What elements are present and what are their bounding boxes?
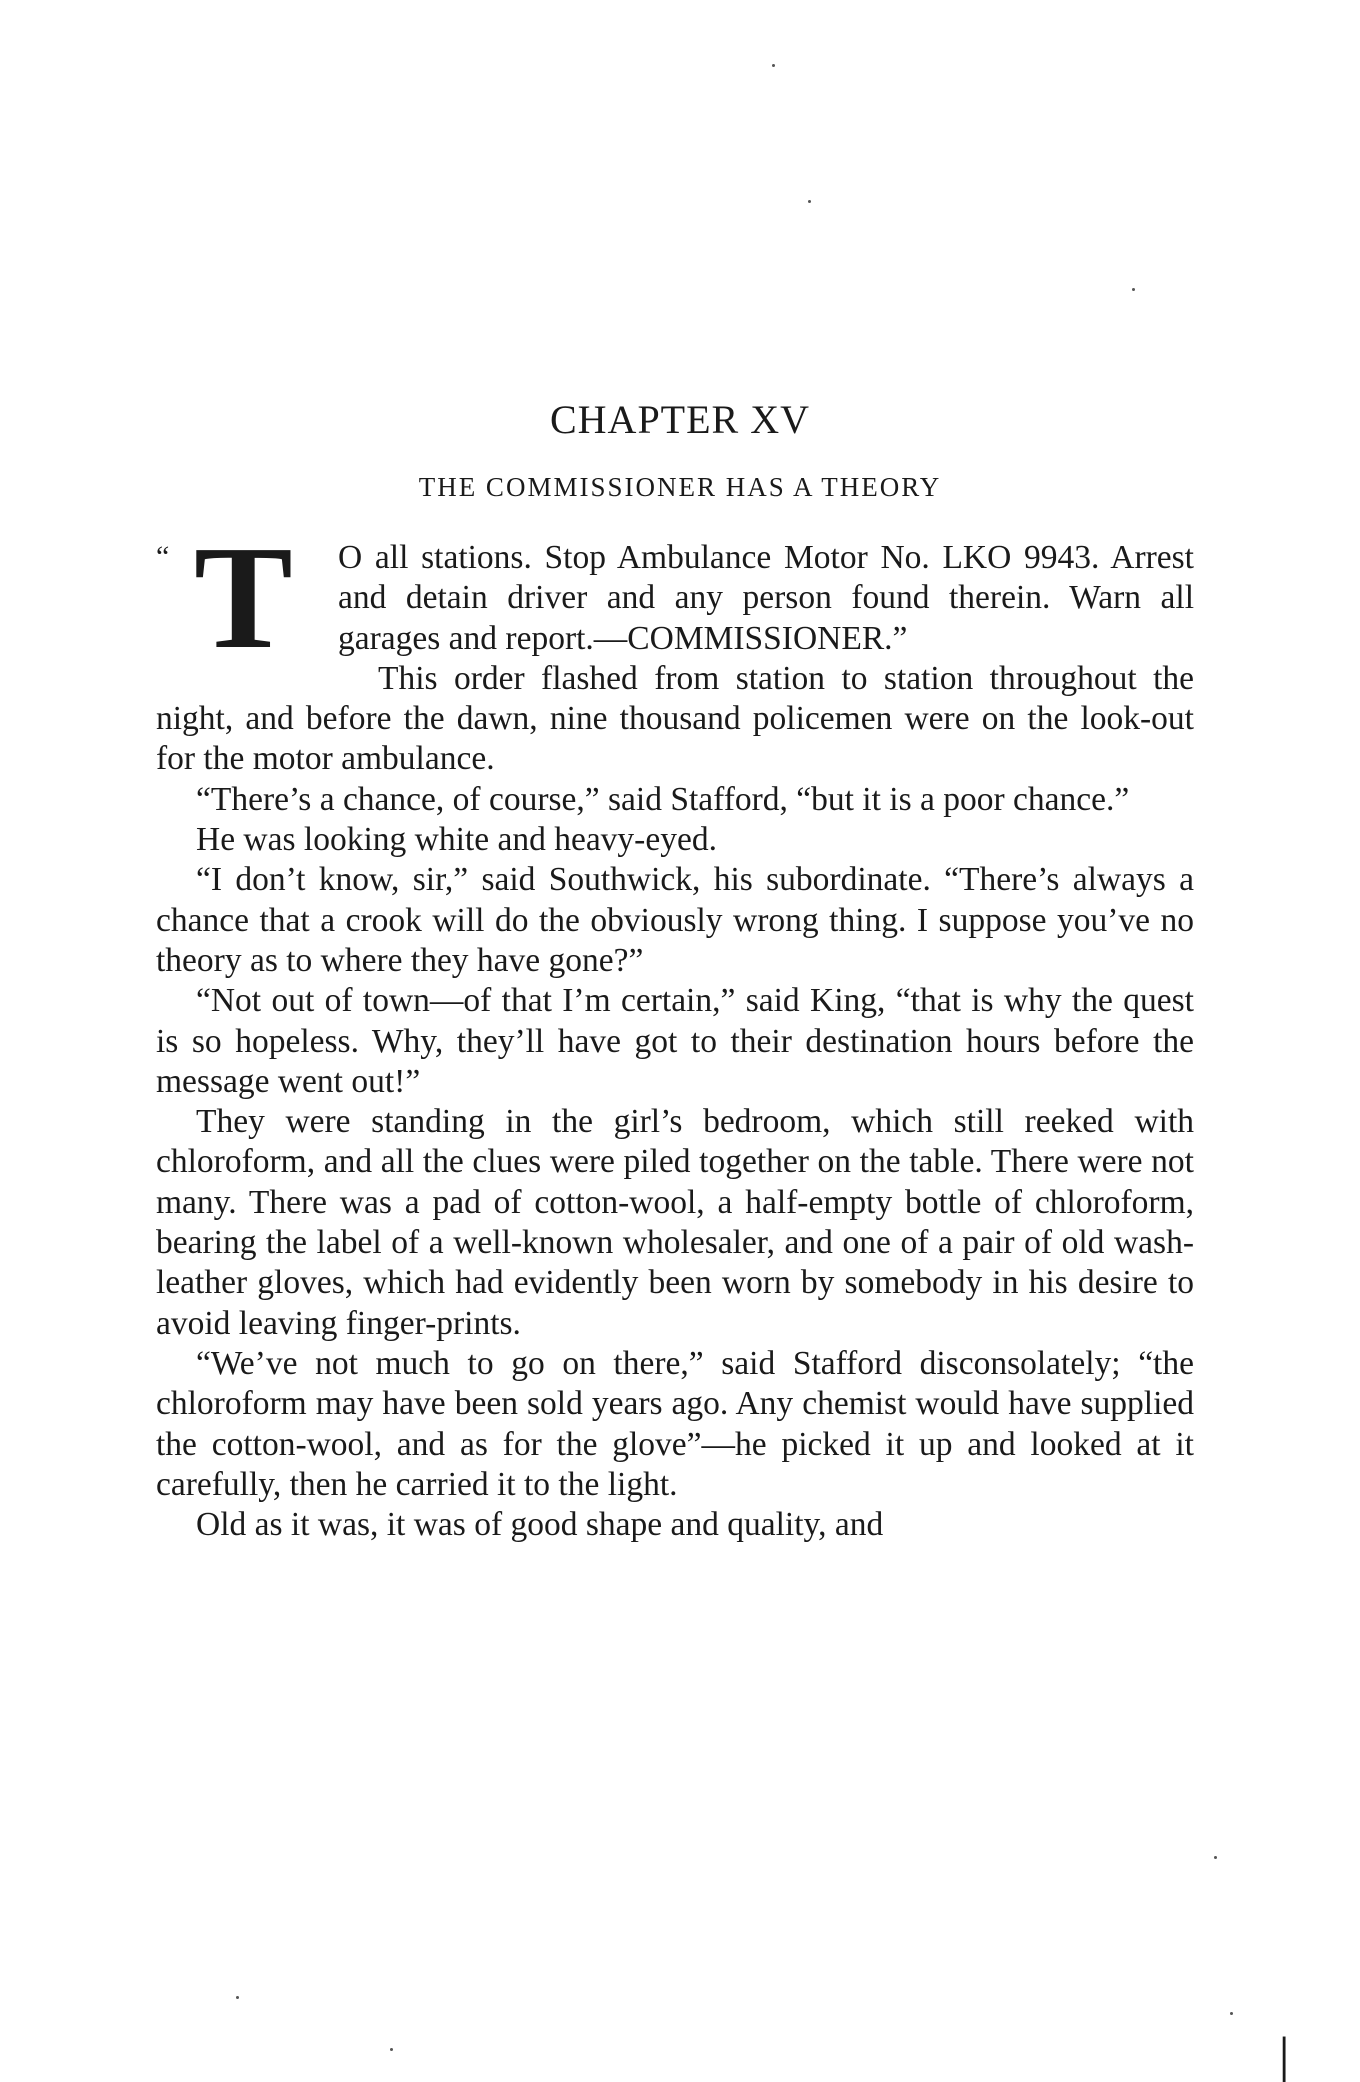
paragraph: Old as it was, it was of good shape and quality, and	[196, 1506, 884, 1544]
paper-speck	[1230, 2012, 1233, 2015]
drop-cap-letter: T	[194, 516, 293, 680]
paragraph: This order flashed from station to station throughout the night, and before the dawn, nine thousand policemen were on the look-out for the motor ambulance.	[156, 659, 1194, 778]
paragraph: “I don’t know, sir,” said Southwick, his subordinate. “There’s always a chance that a crook will do the obviously wrong thing. I suppose you’ve no theory as to where they have gone?”	[156, 861, 1194, 979]
chapter-subtitle: THE COMMISSIONER HAS A THEORY	[418, 472, 942, 502]
paragraph: “We’ve not much to go on there,” said Stafford disconsolately; “the chloroform may have been sold years ago. Any chemist would have supplied the cotton-wool, and as for the glove”—he picked it up and looked at it carefully, then he carried it to the light.	[156, 1344, 1194, 1503]
paper-speck	[772, 64, 775, 67]
opening-quote-mark: “	[156, 540, 170, 573]
body-text	[156, 516, 1194, 1545]
opening-text: O all stations. Stop Ambulance Motor No. LKO 9943. Arrest and detain driver and any person found therein. Warn all garages and report.—COMMISSIONER.”	[338, 539, 1194, 657]
opening-paragraph	[156, 516, 1194, 680]
paper-speck	[808, 200, 811, 203]
paper-speck	[1214, 1856, 1217, 1859]
paragraph: “Not out of town—of that I’m certain,” said King, “that is why the quest is so hopeless. Why, they’ll have got to their destination hours before the message went out!”	[156, 982, 1194, 1100]
drop-cap-block	[156, 516, 338, 680]
chapter-title: CHAPTER XV	[549, 397, 811, 442]
paper-speck	[390, 2048, 393, 2051]
margin-bracket-icon: │	[1270, 2037, 1299, 2082]
paragraph: He was looking white and heavy-eyed.	[196, 821, 717, 859]
paragraph: “There’s a chance, of course,” said Stafford, “but it is a poor chance.”	[196, 780, 1130, 818]
paragraph: They were standing in the girl’s bedroom, which still reeked with chloroform, and all the clues were piled together on the table. There were not many. There was a pad of cotton-wool, a half-empty bottle of chloroform, bearing the label of a well-known wholesaler, and one of a pair of old wash-leather gloves, which had evidently been worn by somebody in his desire to avoid leaving finger-prints.	[156, 1103, 1194, 1342]
paper-speck	[1132, 288, 1135, 291]
paper-speck	[236, 1996, 239, 1999]
